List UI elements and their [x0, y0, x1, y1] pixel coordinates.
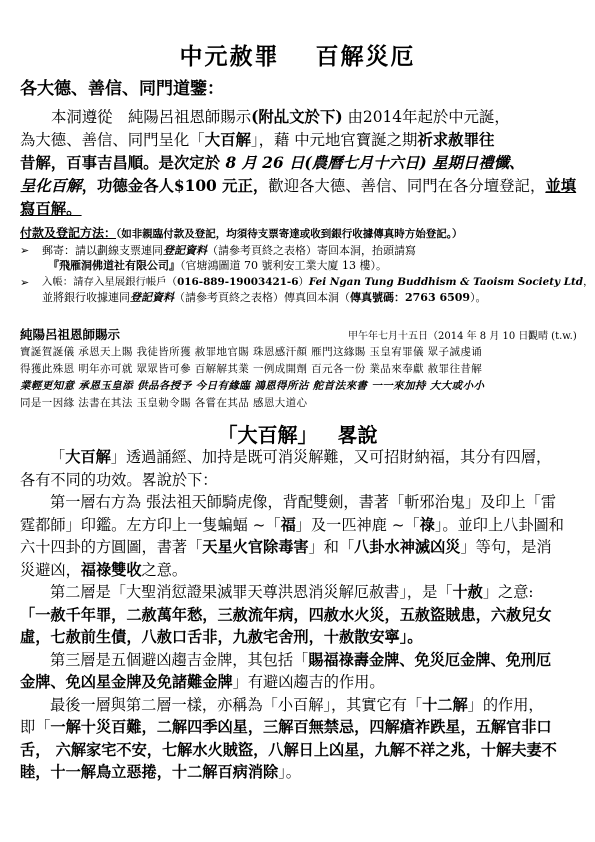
s2-p3-line-1	[20, 581, 578, 604]
payment-heading-row	[20, 225, 580, 242]
oracle-signer: 觀晴 (t.w.)	[528, 331, 577, 342]
bank-text-emph: 登記資料	[130, 291, 174, 304]
oracle-heading: 純陽呂祖恩師賜示	[20, 327, 121, 342]
oracle-header	[20, 325, 580, 341]
s2-text-bold: 金牌、免凶星金牌及免諸難金牌	[20, 673, 233, 691]
intro-text: 歡迎各大德、善信、同門在各分壇登記，	[268, 177, 546, 195]
s2-p2-line-4	[20, 559, 578, 582]
payment-bank	[20, 275, 594, 305]
s2-text: 之意。	[141, 560, 188, 579]
s2-text: 」等句，是消	[460, 538, 552, 556]
s2-text: 「	[50, 448, 66, 466]
s2-p1-line-2: 各有不同的功效。畧說於下：	[20, 470, 218, 489]
bank-text: （請參考頁終之表格）傳真回本洞（	[174, 291, 350, 304]
s2-text: 第二層是「大聖消愆證果滅罪天尊洪恩消災解厄赦書」，是「	[50, 583, 453, 601]
mail-address: （官塘鴻圖道 70 號利安工業大廈 13 樓）。	[180, 259, 387, 272]
s2-p5-line-1	[20, 694, 578, 717]
intro-line-1	[20, 106, 578, 129]
section-title	[0, 419, 595, 448]
intro-text: 本洞遵從 純陽呂祖恩師賜示	[51, 108, 252, 126]
intro-text-underlined: 並填	[545, 177, 577, 195]
intro-paragraph	[20, 106, 578, 221]
s2-text: 」及一匹神鹿 ~「	[295, 515, 420, 534]
s2-p2-line-1: 第一層右方為 張法祖天師騎虎像，背配雙劍，書著「斬邪治鬼」及印上「雷	[50, 493, 557, 511]
intro-date: 8 月 26 日(農曆七月十六日) 星期日禮懺、	[225, 154, 525, 172]
intro-text-bold: 大百解	[204, 131, 251, 149]
intro-text: 為大德、善信、同門呈化「	[20, 131, 205, 149]
s2-text: 」。並印上八卦圖和	[434, 515, 564, 534]
mail-text: （請參考頁終之表格）寄回本洞，抬頭請寫	[207, 244, 416, 257]
section-title-main: 「大百解」	[217, 423, 318, 447]
s2-text: 災避凶，	[20, 560, 81, 579]
intro-line-3	[20, 152, 578, 175]
s2-text-bold: 祿	[419, 515, 435, 534]
s2-text: 即「	[20, 718, 51, 736]
s2-text-bold: 十二解	[422, 695, 468, 714]
bank-account-number: 016-889-19003421-6	[177, 276, 299, 288]
s2-text: 第三層是五個避凶趨吉金牌，其包括「	[50, 650, 309, 669]
s2-text: 」透過誦經、加持是既可消災解難，又可招財納福，其分有四層，	[110, 448, 552, 466]
s2-p3-line-2: 「一赦千年罪，二赦萬年愁，三赦流年病，四赦水火災，五赦盜賊患，六赦兒女	[20, 605, 552, 624]
s2-p5-line-3: 舌， 六解家宅不安，七解水火賊盜，八解日上凶星，九解不祥之兆，十解夫妻不	[20, 740, 557, 759]
s2-p3-line-3: 虛，七赦前生債，八赦口舌非，九赦宅舍刑，十赦散安寧」。	[20, 628, 423, 646]
s2-p5-line-2	[20, 716, 578, 739]
s2-text-bold: 福祿雙收	[80, 560, 142, 579]
bank-account-name: Fei Ngan Tung Buddhism & Taoism Society Ltd	[308, 276, 584, 288]
s2-text: 」的作用，	[467, 695, 544, 714]
s2-p2-line-2	[20, 514, 578, 537]
s2-text-bold: 天星火官除毒害	[202, 538, 309, 556]
intro-line-4	[20, 175, 578, 198]
oracle-verse-row: 業輕更知意 承恩玉皇添 供品各授予 今日有緣臨 鴻恩得所沾 舵首法來書 一一來加持 大大或小小	[20, 380, 485, 392]
s2-p1-line-1	[20, 446, 578, 469]
section-title-sub: 畧說	[337, 423, 378, 447]
bank-text: 並將銀行收據連同	[42, 291, 130, 304]
title-right: 百解災厄	[315, 43, 416, 70]
s2-text-bold: 福	[280, 515, 296, 534]
s2-text-bold: 八卦水神滅凶災	[354, 538, 461, 556]
payment-section	[20, 225, 594, 305]
s2-p4-line-1	[20, 649, 578, 672]
mail-text-emph: 登記資料	[163, 244, 207, 257]
s2-text: 六十四卦的方圓圖，書著「	[20, 538, 203, 556]
payment-note: （如非親臨付款及登記，均須待支票寄達或收到銀行收據傳真時方始登記。）	[116, 228, 463, 240]
bank-text: 入帳：請存入星展銀行帳戶（	[42, 276, 178, 288]
greeting: 各大德、善信、同門道鑒：	[20, 79, 224, 99]
mail-text: 郵寄：請以劃線支票連同	[42, 244, 163, 257]
s2-text: 」和「	[308, 538, 355, 556]
s2-p5-line-4	[20, 761, 578, 784]
oracle-verse-row: 同是一因緣 法書在其法 玉皇勅令賜 各嘗在其品 感恩大道心	[20, 397, 308, 409]
bank-fax: 傳真號碼：2763 6509	[350, 291, 471, 304]
bank-text: ）	[298, 276, 309, 288]
s2-text: 」有避凶趨吉的作用。	[232, 673, 385, 691]
oracle-verse-row: 得獲此殊恩 明年亦可就 眾眾皆可參 百解解其業 一例成開劑 百元各一份 業品來奉獻 赦罪往昔解	[20, 363, 483, 375]
bank-text: ）。	[470, 291, 487, 304]
s2-text-bold: 大百解	[65, 448, 111, 466]
s2-text: 霆都師」印鑑。左方印上一隻蝙蝠 ~「	[20, 515, 281, 534]
intro-line-5: 寫百解。	[20, 200, 82, 218]
s2-text-bold: 賜福祿壽金牌、免災厄金牌、免刑厄	[308, 650, 552, 669]
s2-text-bold: 一解十災百難，二解四季凶星，三解百無禁忌，四解瘡祚跌星，五解官非口	[50, 718, 552, 736]
intro-text-bold: 祈求赦罪往	[417, 131, 495, 149]
intro-text-bold-italic: 呈化百解	[20, 177, 82, 195]
mail-payee: 『飛雁洞佛道社有限公司』	[48, 259, 180, 272]
page-title	[0, 38, 595, 71]
oracle-date: 甲午年七月十五日（2014 年 8 月 10 日）	[348, 331, 539, 342]
s2-text-bold: 十赦	[452, 583, 483, 601]
s2-p4-line-2	[20, 671, 578, 694]
payment-heading: 付款及登記方法：	[20, 226, 117, 240]
bullet-arrow-icon: ➢	[20, 244, 30, 257]
intro-text-bold: 昔解，百事吉昌順。是次定於	[20, 154, 226, 172]
s2-text-bold: 睦，十一解鳥立惡捲，十二解百病消除	[20, 763, 279, 781]
bank-text: ，	[583, 276, 594, 288]
payment-mail	[20, 243, 580, 273]
intro-text: 」，藉 中元地官寶誕之期	[250, 131, 418, 149]
title-left: 中元赦罪	[179, 43, 280, 70]
section-body	[20, 446, 578, 784]
bullet-arrow-icon: ➢	[20, 276, 30, 289]
intro-line-2	[20, 129, 578, 152]
intro-text-bold: ，功德金各人$100 元正，	[81, 177, 269, 195]
intro-text: 由2014年起於中元誕，	[342, 108, 510, 126]
s2-p2-line-3	[20, 536, 578, 559]
s2-text: 最後一層與第二層一樣，亦稱為「小百解」，其實它有「	[50, 695, 423, 714]
intro-text-bold: (附乩文於下)	[251, 108, 343, 126]
s2-text: 」。	[278, 763, 301, 781]
s2-text: 」之意:	[482, 583, 534, 601]
oracle-verse-row: 寶誕賀誕儀 承恩天上賜 我徒皆所獲 赦罪地官賜 珠恩感汗顏 雁門这緣賜 玉皇宥罪儀 眾子誠虔诵	[20, 346, 483, 358]
